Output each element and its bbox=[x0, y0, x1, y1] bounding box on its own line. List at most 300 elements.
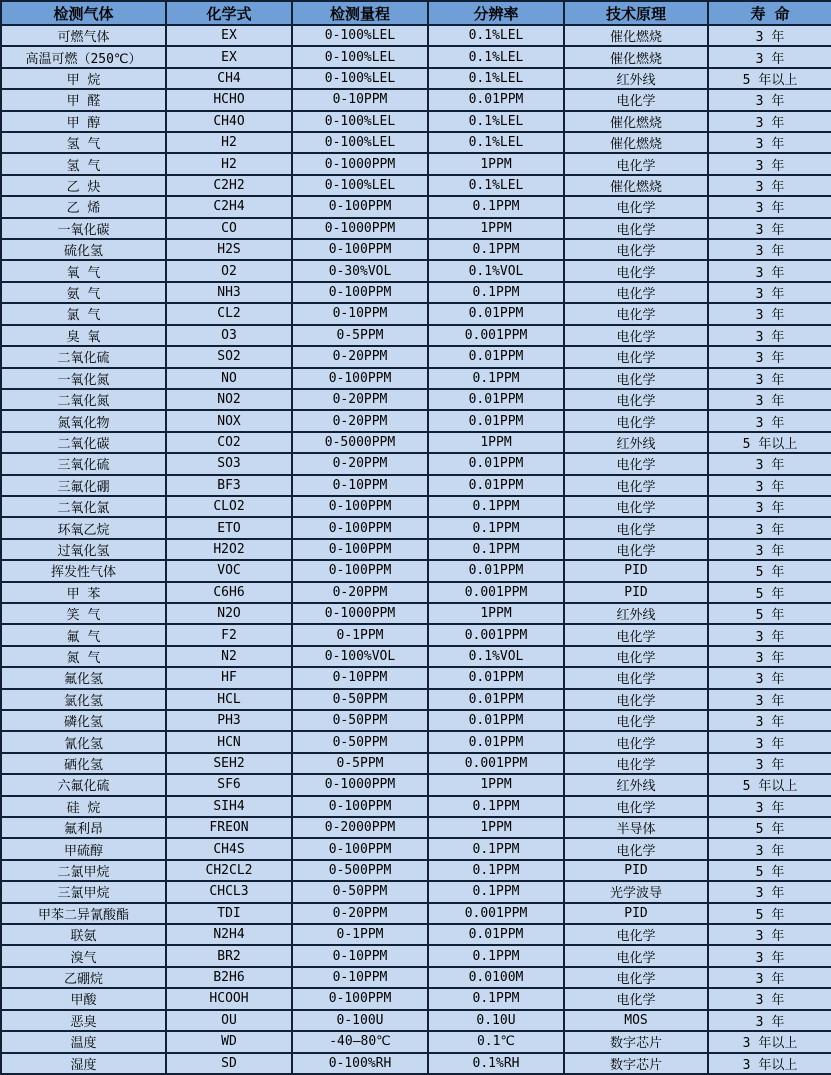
table-cell: 氮氧化物 bbox=[1, 410, 166, 431]
table-cell: 0-20PPM bbox=[292, 410, 428, 431]
table-cell: 高温可燃（250℃） bbox=[1, 46, 166, 67]
table-cell: 0-5PPM bbox=[292, 325, 428, 346]
table-cell: 0-100PPM bbox=[292, 496, 428, 517]
table-cell: 三氧化硫 bbox=[1, 453, 166, 474]
table-cell: 0.10U bbox=[428, 1010, 564, 1031]
table-cell: 0-100U bbox=[292, 1010, 428, 1031]
table-row bbox=[1, 68, 831, 89]
table-cell: 0-100%LEL bbox=[292, 68, 428, 89]
table-cell: 电化学 bbox=[564, 517, 708, 538]
table-cell: 0.01PPM bbox=[428, 731, 564, 752]
table-cell: 一氧化碳 bbox=[1, 218, 166, 239]
table-cell: 0.0100M bbox=[428, 967, 564, 988]
table-cell: 电化学 bbox=[564, 753, 708, 774]
table-row bbox=[1, 667, 831, 688]
table-cell: 红外线 bbox=[564, 603, 708, 624]
table-cell: 红外线 bbox=[564, 774, 708, 795]
table-cell: 催化燃烧 bbox=[564, 132, 708, 153]
table-cell: 3 年 bbox=[708, 89, 831, 110]
table-cell: 3 年 bbox=[708, 753, 831, 774]
table-cell: 0.1%LEL bbox=[428, 175, 564, 196]
table-cell: 0.01PPM bbox=[428, 389, 564, 410]
table-cell: 0-100%LEL bbox=[292, 111, 428, 132]
table-cell: HCN bbox=[166, 731, 292, 752]
table-cell: 0.1PPM bbox=[428, 368, 564, 389]
table-row bbox=[1, 560, 831, 581]
table-cell: 电化学 bbox=[564, 539, 708, 560]
table-cell: 电化学 bbox=[564, 838, 708, 859]
table-row bbox=[1, 903, 831, 924]
table-cell: 3 年 bbox=[708, 496, 831, 517]
table-cell: CH4 bbox=[166, 68, 292, 89]
table-cell: 催化燃烧 bbox=[564, 175, 708, 196]
table-row bbox=[1, 389, 831, 410]
table-cell: 电化学 bbox=[564, 796, 708, 817]
column-header-5: 寿 命 bbox=[708, 1, 831, 25]
table-cell: C6H6 bbox=[166, 582, 292, 603]
table-cell: 电化学 bbox=[564, 196, 708, 217]
table-row bbox=[1, 1053, 831, 1075]
table-cell: 1PPM bbox=[428, 432, 564, 453]
table-cell: 电化学 bbox=[564, 667, 708, 688]
table-cell: 0.1%LEL bbox=[428, 132, 564, 153]
table-cell: 0-10PPM bbox=[292, 475, 428, 496]
table-cell: 氢 气 bbox=[1, 132, 166, 153]
table-cell: 0.01PPM bbox=[428, 89, 564, 110]
table-cell: 0.01PPM bbox=[428, 667, 564, 688]
table-cell: 0-50PPM bbox=[292, 689, 428, 710]
table-row bbox=[1, 753, 831, 774]
table-cell: 0.1%RH bbox=[428, 1053, 564, 1075]
column-header-1: 化学式 bbox=[166, 1, 292, 25]
table-cell: 笑 气 bbox=[1, 603, 166, 624]
table-cell: 5 年 bbox=[708, 903, 831, 924]
table-cell: 氧 气 bbox=[1, 260, 166, 281]
table-cell: 0.1%LEL bbox=[428, 46, 564, 67]
table-cell: H2S bbox=[166, 239, 292, 260]
table-cell: 0-20PPM bbox=[292, 903, 428, 924]
table-cell: 电化学 bbox=[564, 624, 708, 645]
table-cell: WD bbox=[166, 1031, 292, 1052]
table-cell: 1PPM bbox=[428, 153, 564, 174]
table-cell: 0-100PPM bbox=[292, 517, 428, 538]
table-cell: 0.001PPM bbox=[428, 582, 564, 603]
table-cell: 挥发性气体 bbox=[1, 560, 166, 581]
table-cell: 3 年 bbox=[708, 46, 831, 67]
table-cell: NO bbox=[166, 368, 292, 389]
table-cell: 氰化氢 bbox=[1, 731, 166, 752]
table-cell: 0.1PPM bbox=[428, 517, 564, 538]
table-cell: 电化学 bbox=[564, 646, 708, 667]
table-cell: 0-5000PPM bbox=[292, 432, 428, 453]
table-row bbox=[1, 132, 831, 153]
table-cell: 3 年 bbox=[708, 453, 831, 474]
table-row bbox=[1, 111, 831, 132]
table-cell: 3 年 bbox=[708, 517, 831, 538]
table-cell: 六氟化硫 bbox=[1, 774, 166, 795]
table-cell: 0.001PPM bbox=[428, 903, 564, 924]
table-cell: 光学波导 bbox=[564, 881, 708, 902]
table-row bbox=[1, 689, 831, 710]
table-cell: 乙 炔 bbox=[1, 175, 166, 196]
table-cell: 1PPM bbox=[428, 603, 564, 624]
table-cell: CH2CL2 bbox=[166, 860, 292, 881]
table-cell: SO2 bbox=[166, 346, 292, 367]
table-cell: 3 年 bbox=[708, 196, 831, 217]
table-cell: F2 bbox=[166, 624, 292, 645]
table-cell: 联氨 bbox=[1, 924, 166, 945]
table-cell: 电化学 bbox=[564, 453, 708, 474]
table-cell: 甲酸 bbox=[1, 988, 166, 1009]
table-cell: 5 年以上 bbox=[708, 68, 831, 89]
table-row bbox=[1, 731, 831, 752]
table-cell: 0-50PPM bbox=[292, 881, 428, 902]
table-cell: 0.1%VOL bbox=[428, 260, 564, 281]
table-cell: CH4O bbox=[166, 111, 292, 132]
table-cell: 电化学 bbox=[564, 218, 708, 239]
table-cell: 0.1PPM bbox=[428, 796, 564, 817]
table-cell: 0.1PPM bbox=[428, 945, 564, 966]
table-row bbox=[1, 1010, 831, 1031]
table-cell: 3 年 bbox=[708, 218, 831, 239]
table-cell: H2 bbox=[166, 132, 292, 153]
column-header-2: 检测量程 bbox=[292, 1, 428, 25]
table-cell: 0-10PPM bbox=[292, 945, 428, 966]
table-row bbox=[1, 624, 831, 645]
table-cell: N2O bbox=[166, 603, 292, 624]
table-cell: 3 年 bbox=[708, 303, 831, 324]
table-cell: 3 年 bbox=[708, 25, 831, 46]
table-cell: 电化学 bbox=[564, 496, 708, 517]
table-cell: EX bbox=[166, 46, 292, 67]
table-cell: 1PPM bbox=[428, 774, 564, 795]
table-cell: SO3 bbox=[166, 453, 292, 474]
table-cell: 电化学 bbox=[564, 924, 708, 945]
table-cell: 湿度 bbox=[1, 1053, 166, 1075]
table-cell: SD bbox=[166, 1053, 292, 1075]
table-cell: 二氯甲烷 bbox=[1, 860, 166, 881]
table-cell: 0-1000PPM bbox=[292, 218, 428, 239]
table-cell: 氢 气 bbox=[1, 153, 166, 174]
table-cell: PID bbox=[564, 903, 708, 924]
table-cell: 3 年 bbox=[708, 667, 831, 688]
table-cell: 5 年以上 bbox=[708, 774, 831, 795]
table-cell: 0.1%LEL bbox=[428, 111, 564, 132]
table-cell: 3 年 bbox=[708, 389, 831, 410]
table-cell: 氟利昂 bbox=[1, 817, 166, 838]
table-cell: 催化燃烧 bbox=[564, 46, 708, 67]
table-cell: 0.1%LEL bbox=[428, 68, 564, 89]
table-cell: NO2 bbox=[166, 389, 292, 410]
table-cell: 0-30%VOL bbox=[292, 260, 428, 281]
column-header-4: 技术原理 bbox=[564, 1, 708, 25]
table-cell: 电化学 bbox=[564, 239, 708, 260]
table-cell: 0-50PPM bbox=[292, 710, 428, 731]
table-cell: 3 年 bbox=[708, 796, 831, 817]
table-cell: 电化学 bbox=[564, 710, 708, 731]
table-cell: 0-10PPM bbox=[292, 667, 428, 688]
table-cell: 0-5PPM bbox=[292, 753, 428, 774]
table-row bbox=[1, 25, 831, 46]
table-cell: 3 年 bbox=[708, 325, 831, 346]
table-cell: 3 年 bbox=[708, 710, 831, 731]
table-cell: 0-100%LEL bbox=[292, 132, 428, 153]
table-cell: 3 年 bbox=[708, 838, 831, 859]
table-row bbox=[1, 838, 831, 859]
table-row bbox=[1, 325, 831, 346]
table-row bbox=[1, 582, 831, 603]
table-cell: FREON bbox=[166, 817, 292, 838]
table-cell: 0.1%VOL bbox=[428, 646, 564, 667]
table-cell: 红外线 bbox=[564, 68, 708, 89]
table-cell: 电化学 bbox=[564, 89, 708, 110]
table-cell: 硫化氢 bbox=[1, 239, 166, 260]
table-cell: 0-20PPM bbox=[292, 389, 428, 410]
table-cell: N2 bbox=[166, 646, 292, 667]
table-cell: 0-100%LEL bbox=[292, 46, 428, 67]
table-cell: 一氧化氮 bbox=[1, 368, 166, 389]
table-cell: CHCL3 bbox=[166, 881, 292, 902]
table-cell: 5 年 bbox=[708, 860, 831, 881]
table-cell: 臭 氧 bbox=[1, 325, 166, 346]
table-cell: 乙 烯 bbox=[1, 196, 166, 217]
table-cell: SEH2 bbox=[166, 753, 292, 774]
table-cell: CH4S bbox=[166, 838, 292, 859]
table-cell: 0-100PPM bbox=[292, 282, 428, 303]
table-cell: 0.01PPM bbox=[428, 710, 564, 731]
table-cell: 5 年 bbox=[708, 560, 831, 581]
table-cell: 0.1PPM bbox=[428, 539, 564, 560]
table-cell: 3 年 bbox=[708, 646, 831, 667]
table-cell: 0-10PPM bbox=[292, 967, 428, 988]
table-cell: 0.1PPM bbox=[428, 196, 564, 217]
table-cell: 3 年 bbox=[708, 410, 831, 431]
table-cell: 0-1PPM bbox=[292, 924, 428, 945]
table-cell: 3 年 bbox=[708, 967, 831, 988]
table-cell: 氨 气 bbox=[1, 282, 166, 303]
table-cell: 0-100PPM bbox=[292, 796, 428, 817]
table-cell: 0.1PPM bbox=[428, 282, 564, 303]
table-row bbox=[1, 475, 831, 496]
table-cell: 0-10PPM bbox=[292, 303, 428, 324]
table-cell: 电化学 bbox=[564, 731, 708, 752]
table-cell: 电化学 bbox=[564, 988, 708, 1009]
table-cell: PID bbox=[564, 582, 708, 603]
table-cell: 电化学 bbox=[564, 689, 708, 710]
table-cell: B2H6 bbox=[166, 967, 292, 988]
table-cell: 溴气 bbox=[1, 945, 166, 966]
table-row bbox=[1, 881, 831, 902]
table-cell: 甲 醛 bbox=[1, 89, 166, 110]
table-cell: MOS bbox=[564, 1010, 708, 1031]
table-cell: CO bbox=[166, 218, 292, 239]
table-row bbox=[1, 239, 831, 260]
table-cell: 电化学 bbox=[564, 346, 708, 367]
table-cell: 3 年以上 bbox=[708, 1053, 831, 1075]
table-cell: C2H4 bbox=[166, 196, 292, 217]
table-cell: 电化学 bbox=[564, 260, 708, 281]
table-cell: PID bbox=[564, 560, 708, 581]
table-cell: HCHO bbox=[166, 89, 292, 110]
table-cell: 3 年 bbox=[708, 239, 831, 260]
table-cell: 0.1PPM bbox=[428, 496, 564, 517]
table-cell: -40—80℃ bbox=[292, 1031, 428, 1052]
table-cell: 二氧化氮 bbox=[1, 389, 166, 410]
table-cell: NOX bbox=[166, 410, 292, 431]
table-row bbox=[1, 432, 831, 453]
table-cell: BR2 bbox=[166, 945, 292, 966]
table-row bbox=[1, 453, 831, 474]
table-cell: 3 年 bbox=[708, 175, 831, 196]
table-cell: 电化学 bbox=[564, 303, 708, 324]
table-cell: 环氧乙烷 bbox=[1, 517, 166, 538]
table-row bbox=[1, 796, 831, 817]
table-cell: O2 bbox=[166, 260, 292, 281]
table-cell: 电化学 bbox=[564, 410, 708, 431]
table-cell: 3 年 bbox=[708, 881, 831, 902]
table-row bbox=[1, 196, 831, 217]
table-row bbox=[1, 260, 831, 281]
table-cell: 3 年 bbox=[708, 924, 831, 945]
table-cell: O3 bbox=[166, 325, 292, 346]
table-cell: 3 年 bbox=[708, 368, 831, 389]
table-row bbox=[1, 175, 831, 196]
table-cell: 甲 醇 bbox=[1, 111, 166, 132]
table-cell: 3 年 bbox=[708, 945, 831, 966]
table-cell: 0-100%LEL bbox=[292, 175, 428, 196]
table-cell: 半导体 bbox=[564, 817, 708, 838]
table-cell: 数字芯片 bbox=[564, 1053, 708, 1075]
table-cell: 甲 苯 bbox=[1, 582, 166, 603]
table-cell: 3 年 bbox=[708, 111, 831, 132]
table-cell: 0.1PPM bbox=[428, 838, 564, 859]
table-row bbox=[1, 89, 831, 110]
table-cell: 电化学 bbox=[564, 967, 708, 988]
table-cell: 0-100PPM bbox=[292, 196, 428, 217]
table-cell: 甲硫醇 bbox=[1, 838, 166, 859]
table-cell: 氯 气 bbox=[1, 303, 166, 324]
table-cell: 0-100%VOL bbox=[292, 646, 428, 667]
column-header-3: 分辨率 bbox=[428, 1, 564, 25]
table-cell: 5 年 bbox=[708, 817, 831, 838]
table-cell: 0-100PPM bbox=[292, 988, 428, 1009]
table-row bbox=[1, 346, 831, 367]
table-cell: 3 年 bbox=[708, 689, 831, 710]
table-cell: 0.01PPM bbox=[428, 689, 564, 710]
table-cell: 5 年以上 bbox=[708, 432, 831, 453]
header-row bbox=[1, 1, 831, 25]
table-cell: 3 年 bbox=[708, 282, 831, 303]
table-cell: 0-1000PPM bbox=[292, 603, 428, 624]
table-cell: 二氧化氯 bbox=[1, 496, 166, 517]
table-cell: 3 年 bbox=[708, 731, 831, 752]
table-row bbox=[1, 967, 831, 988]
table-row bbox=[1, 1031, 831, 1052]
table-cell: 0.01PPM bbox=[428, 560, 564, 581]
table-cell: 三氯甲烷 bbox=[1, 881, 166, 902]
table-cell: CL2 bbox=[166, 303, 292, 324]
table-cell: 3 年 bbox=[708, 475, 831, 496]
table-cell: C2H2 bbox=[166, 175, 292, 196]
table-row bbox=[1, 988, 831, 1009]
table-cell: ETO bbox=[166, 517, 292, 538]
table-cell: 三氟化硼 bbox=[1, 475, 166, 496]
table-cell: 甲苯二异氰酸酯 bbox=[1, 903, 166, 924]
column-header-0: 检测气体 bbox=[1, 1, 166, 25]
table-cell: VOC bbox=[166, 560, 292, 581]
table-cell: HF bbox=[166, 667, 292, 688]
table-cell: 3 年 bbox=[708, 539, 831, 560]
table-cell: 恶臭 bbox=[1, 1010, 166, 1031]
table-cell: 氯化氢 bbox=[1, 689, 166, 710]
table-cell: HCOOH bbox=[166, 988, 292, 1009]
table-cell: 红外线 bbox=[564, 432, 708, 453]
table-row bbox=[1, 368, 831, 389]
table-cell: 0.1PPM bbox=[428, 988, 564, 1009]
table-cell: 氮 气 bbox=[1, 646, 166, 667]
table-row bbox=[1, 46, 831, 67]
table-cell: CO2 bbox=[166, 432, 292, 453]
table-cell: 0.01PPM bbox=[428, 924, 564, 945]
table-row bbox=[1, 860, 831, 881]
table-cell: TDI bbox=[166, 903, 292, 924]
table-cell: 0-50PPM bbox=[292, 731, 428, 752]
table-cell: 0-100PPM bbox=[292, 539, 428, 560]
table-cell: 5 年 bbox=[708, 582, 831, 603]
table-cell: 0.1℃ bbox=[428, 1031, 564, 1052]
table-cell: 硅 烷 bbox=[1, 796, 166, 817]
table-cell: SIH4 bbox=[166, 796, 292, 817]
table-row bbox=[1, 282, 831, 303]
table-cell: 电化学 bbox=[564, 389, 708, 410]
table-cell: 0-1000PPM bbox=[292, 153, 428, 174]
table-cell: 3 年 bbox=[708, 1010, 831, 1031]
table-cell: 0.001PPM bbox=[428, 624, 564, 645]
table-cell: 0.1PPM bbox=[428, 860, 564, 881]
table-cell: 0-1PPM bbox=[292, 624, 428, 645]
table-cell: PH3 bbox=[166, 710, 292, 731]
table-cell: N2H4 bbox=[166, 924, 292, 945]
table-cell: 过氧化氢 bbox=[1, 539, 166, 560]
table-cell: 3 年 bbox=[708, 153, 831, 174]
table-cell: 0-1000PPM bbox=[292, 774, 428, 795]
table-row bbox=[1, 539, 831, 560]
table-cell: CLO2 bbox=[166, 496, 292, 517]
table-cell: 0-100PPM bbox=[292, 838, 428, 859]
table-cell: 0-100PPM bbox=[292, 239, 428, 260]
table-row bbox=[1, 410, 831, 431]
table-cell: 0-10PPM bbox=[292, 89, 428, 110]
table-cell: H2 bbox=[166, 153, 292, 174]
table-cell: SF6 bbox=[166, 774, 292, 795]
table-cell: 数字芯片 bbox=[564, 1031, 708, 1052]
table-row bbox=[1, 517, 831, 538]
table-cell: 电化学 bbox=[564, 282, 708, 303]
table-cell: 0-100%RH bbox=[292, 1053, 428, 1075]
table-row bbox=[1, 945, 831, 966]
table-cell: 0-2000PPM bbox=[292, 817, 428, 838]
table-cell: 0.1PPM bbox=[428, 881, 564, 902]
table-cell: HCL bbox=[166, 689, 292, 710]
table-cell: 1PPM bbox=[428, 817, 564, 838]
table-cell: OU bbox=[166, 1010, 292, 1031]
table-cell: 0.01PPM bbox=[428, 346, 564, 367]
table-cell: 电化学 bbox=[564, 368, 708, 389]
table-cell: 硒化氢 bbox=[1, 753, 166, 774]
table-cell: 甲 烷 bbox=[1, 68, 166, 89]
table-cell: 0-20PPM bbox=[292, 582, 428, 603]
table-cell: 3 年以上 bbox=[708, 1031, 831, 1052]
